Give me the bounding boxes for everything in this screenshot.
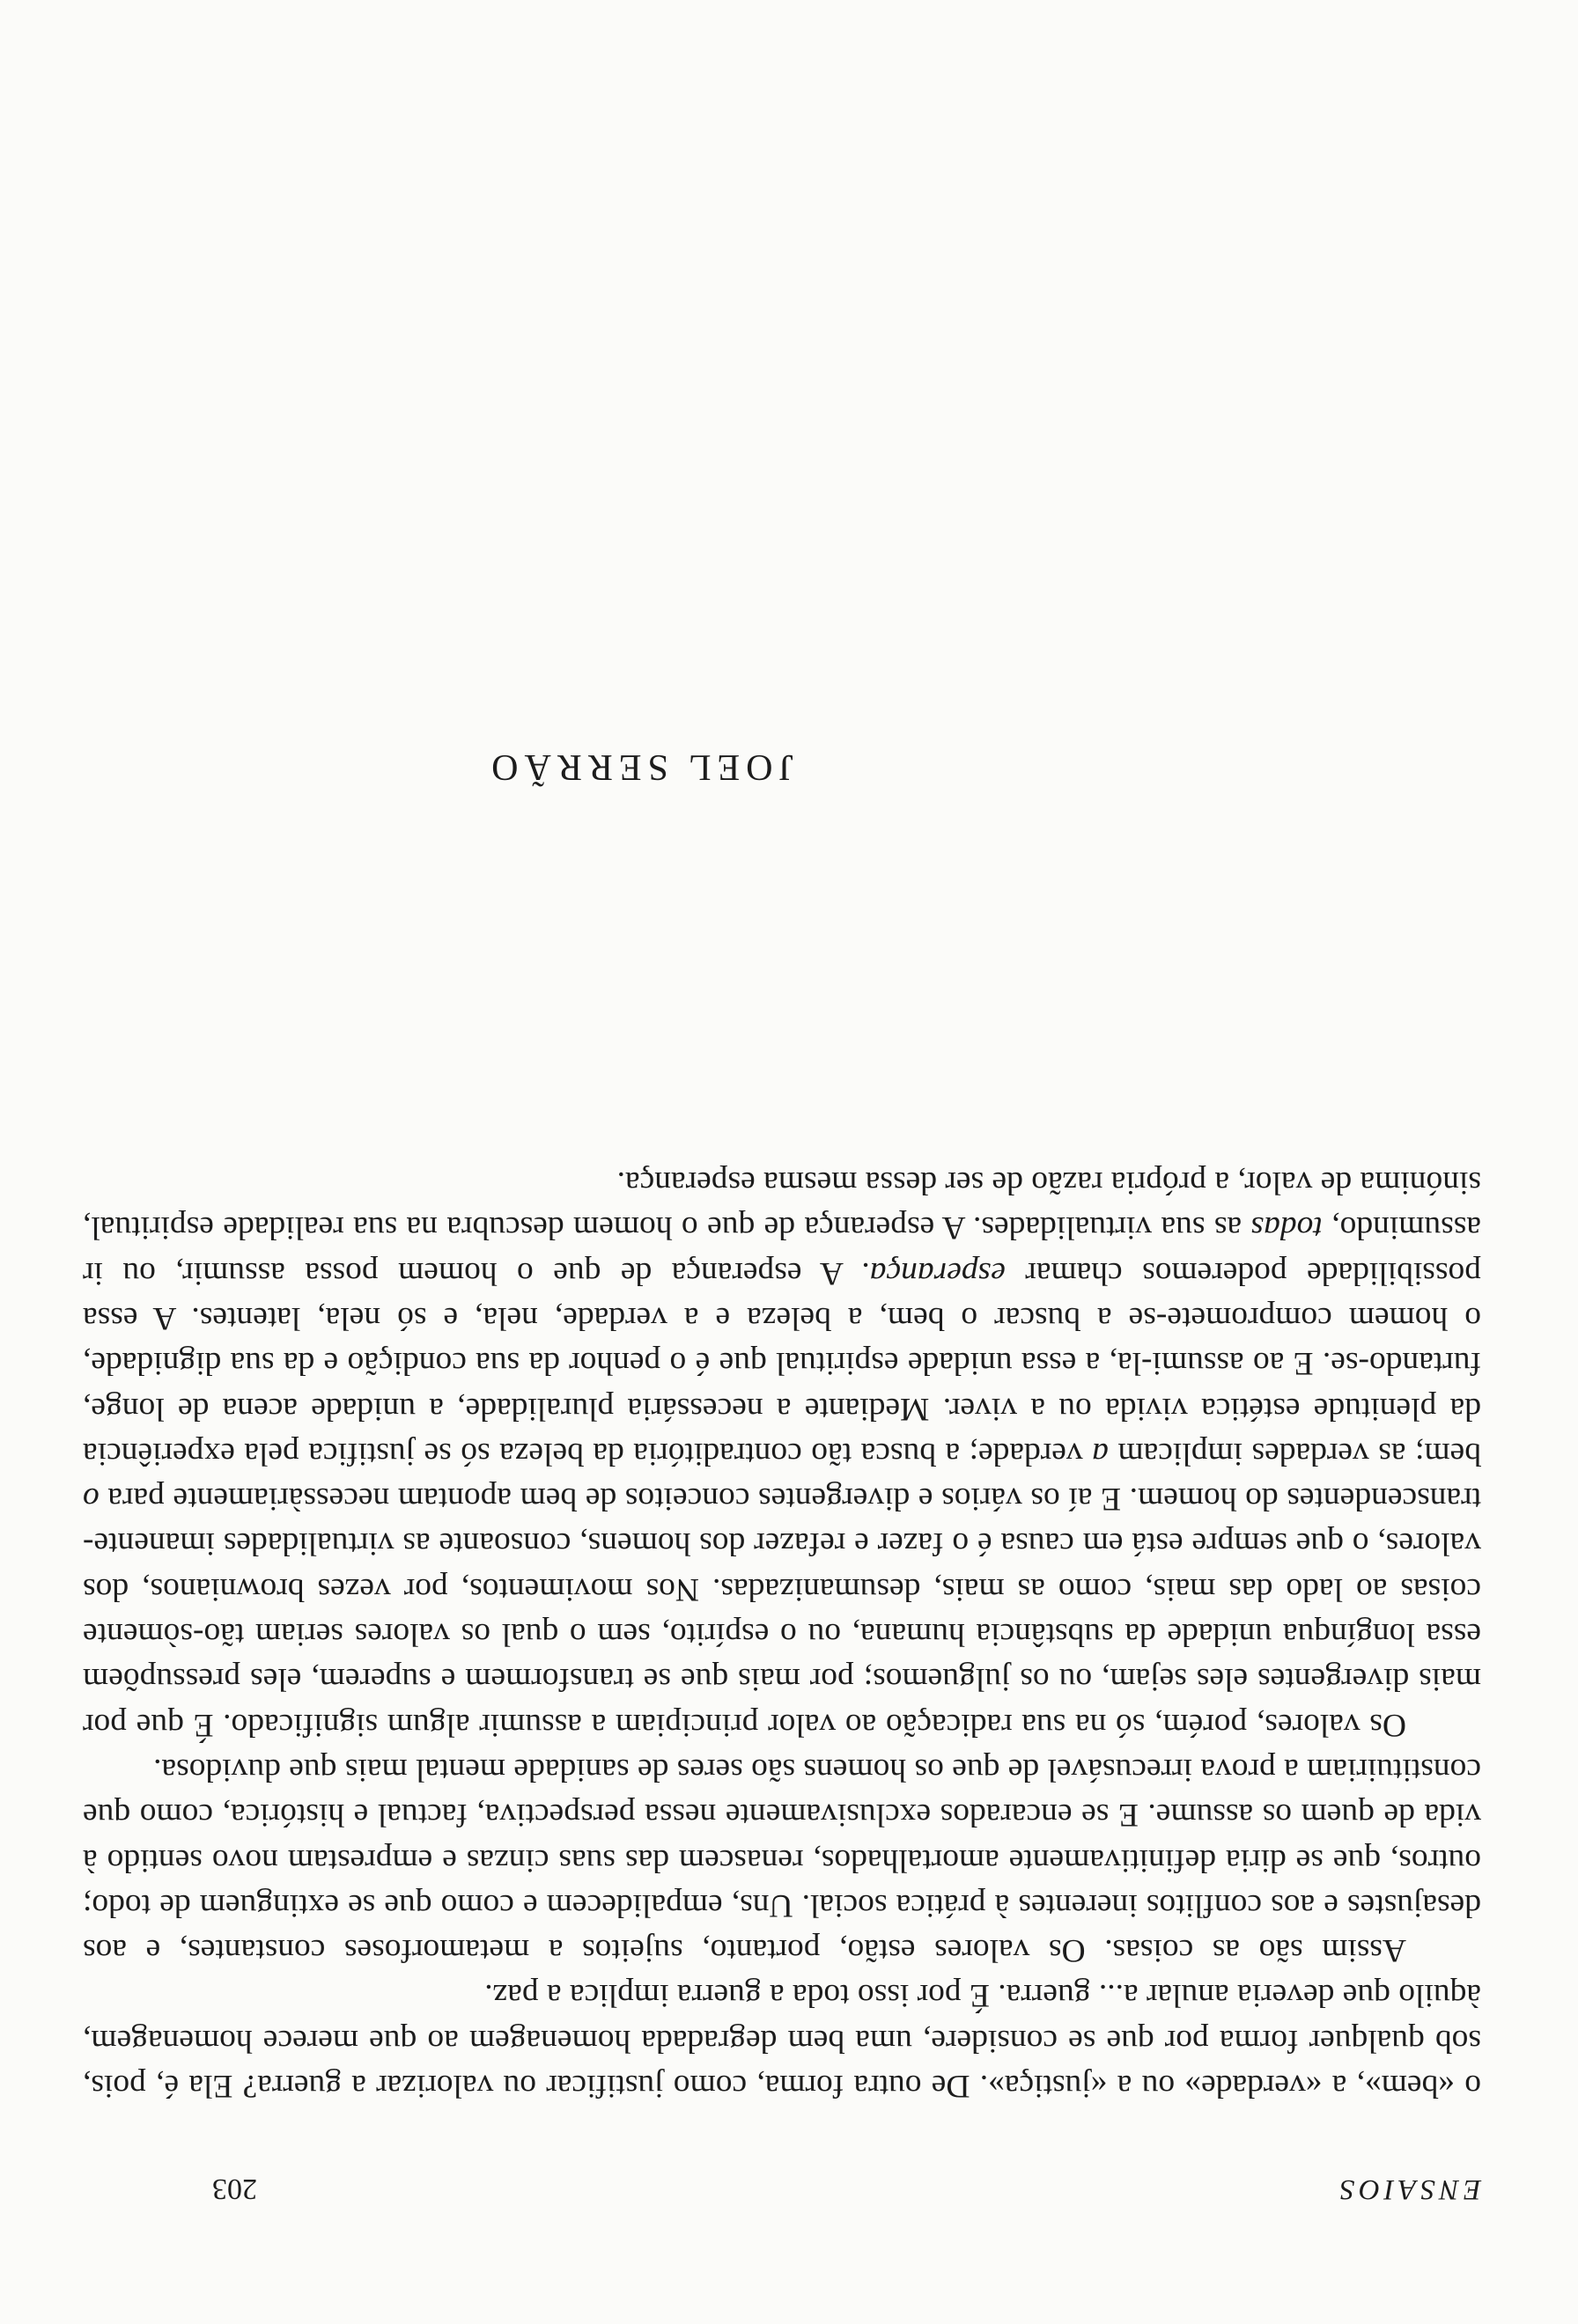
- paragraph-text: verdade; a busca tão contraditória da beleza só se justifica pela experiência da plenitude estética vivida ou a viver. Mediante a necessária pluralidade, a unidade acena de longe, furtando-se. E ao assumi-la, a essa unidade espiritual que é o penhor da sua condição e da sua dignidade, o homem compromete-se a buscar o bem, a beleza e a verdade, nela, e só nela, latentes. A essa possibilidade poderemos chamar: [83, 1254, 1481, 1472]
- paragraph: [83, 1160, 1481, 1747]
- paragraph-text: Os valores, porém, só na sua radicação ao valor principiam a assumir algum significado. É que por mais divergentes eles sejam, ou os julguemos; por mais que se transformem e superem, eles pressupõem essa longínqua unidade da substância humana, ou o espírito, sem o qual os valores seriam tão-sòmente coisas ao lado das mais, como as mais, desumanizadas. Nos movimentos, por vezes brownianos, dos valores, o que sempre está em causa é o fazer e refazer dos homens, consoante as virtualidades imanente-transcendentes do homem. E aí os vários e divergentes conceitos de bem apontam necessàriamente para: [83, 1481, 1481, 1743]
- italic-text: todas: [1250, 1210, 1323, 1247]
- page-number: 203: [212, 2173, 257, 2205]
- paragraph-text: Assim são as coisas. Os valores estão, portanto, sujeitos a metamorfoses constantes, e aos desajustes e aos conflitos inerentes à prática social. Uns, empalidecem e como que se extinguem de todo; outros, que se diria definitivamente amortalhados, renascem das suas cinzas e emprestam novo sentido à vida de quem os assume. E se encarados exclusivamente nessa perspectiva, factual e histórica, como que constituiriam a prova irrecusável de que os homens são seres de sanidade mental mais que duvidosa.: [83, 1751, 1481, 1969]
- running-title: ENSAIOS: [1335, 2173, 1481, 2205]
- italic-text: a: [1092, 1435, 1109, 1472]
- italic-text: esperança: [869, 1254, 1006, 1291]
- paragraph: [83, 1973, 1481, 2108]
- essay-body: [83, 1160, 1481, 2108]
- author-signature: JOEL SERRÃO: [485, 746, 793, 787]
- italic-text: o: [83, 1481, 100, 1518]
- paragraph-text: bem; as verdades implicam: [1108, 1435, 1481, 1472]
- paragraph-text: . A esperança de que o homem possa assumir, ou ir assumindo,: [83, 1210, 1481, 1291]
- page-header: [0, 2152, 1578, 2205]
- paragraph-text: o «bem», a «verdade» ou a «justiça». De outra forma, como justificar ou valorizar a guerra? Ela é, pois, sob qualquer forma por que se considere, uma bem degradada homenagem ao que merece homenagem, àquilo que deveria anular a... guerra. É por isso toda a guerra implica a paz.: [83, 1977, 1481, 2104]
- paragraph-text: as sua virtualidades. A esperança de que o homem descubra na sua realidade espiritual, sinónima de valor, a própria razão de ser dessa mesma esperança.: [82, 1165, 1481, 1247]
- paragraph: [83, 1747, 1481, 1973]
